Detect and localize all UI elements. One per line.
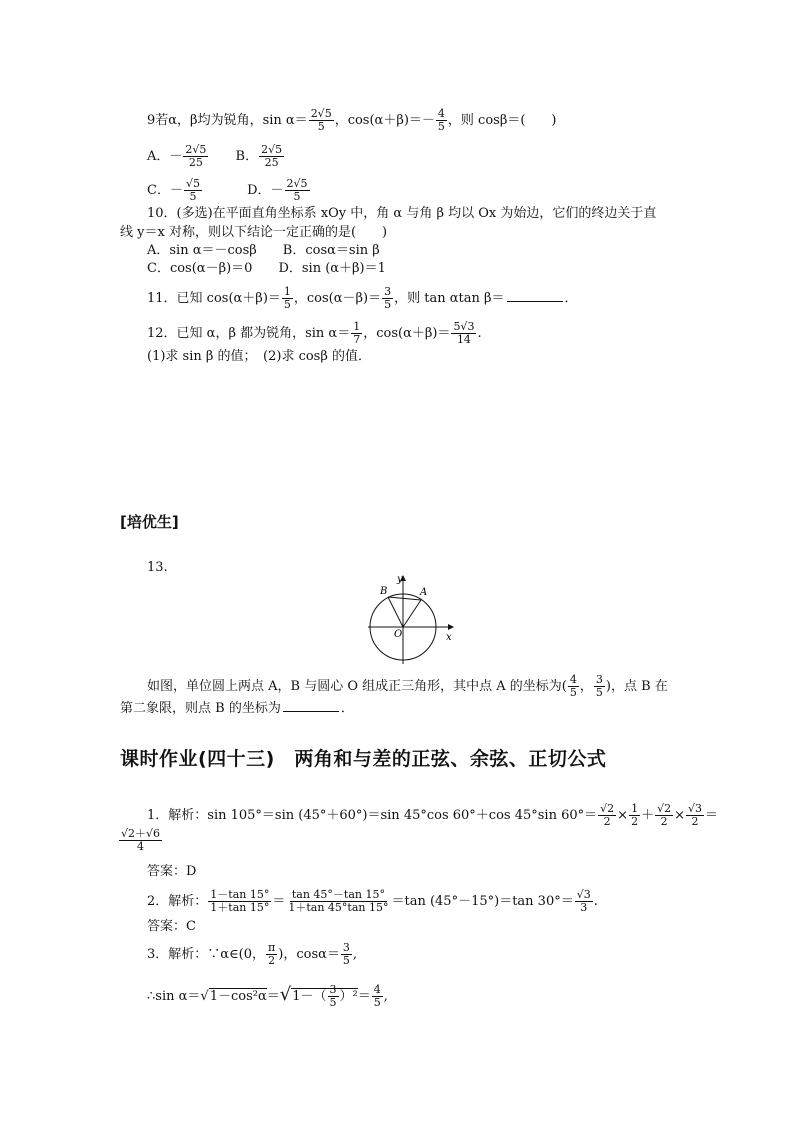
q12-sub: (1)求 sin β 的值； (2)求 cosβ 的值． [147, 349, 372, 364]
answer-blank [507, 289, 563, 302]
q10-options-cd: C．cos(α－β)＝0 D．sin (α＋β)＝1 [147, 261, 386, 276]
answer-blank [283, 699, 339, 712]
q10-line1: 10．(多选)在平面直角坐标系 xOy 中，角 α 与角 β 均以 Ox 为始边，它们的终边关于直 [147, 206, 657, 221]
a2-line: 2．解析： $\frac{1-\tan 15^\circ}{1+\tan 15^\circ}$ ＝ $\frac{\tan 45^\circ-\tan 15^\circ}{1+\tan 45^\circ\tan 15^\circ}$ ＝tan (45°－15°)＝tan 30°＝ $\frac{√3}{3}$ . [147, 888, 598, 914]
q13-line1: 如图，单位圆上两点 A，B 与圆心 O 组成正三角形，其中点 A 的坐标为( $\frac{4}{5}$ ， $\frac{3}{5}$ )，点 B 在 [147, 673, 668, 699]
a2-answer: 答案：C [147, 919, 196, 934]
q9-options-cd: C．－ $\frac{√5}{5}$ D．－ $\frac{2√5}{5}$ [147, 177, 308, 203]
q13-number: 13. [147, 560, 168, 575]
label-O: O [394, 629, 403, 640]
q10-options-ab: A．sin α＝－cosβ B．cosα＝sin β [147, 243, 380, 258]
segment-OB [388, 597, 403, 627]
q11: 11．已知 cos(α＋β)＝ $\frac{1}{5}$ ，cos(α－β)＝ $\frac{3}{5}$ ，则 tan αtan β＝ ． [147, 285, 578, 311]
a3-line2: ∴sin α＝√1－cos²α＝√1－（ $\frac{3}{5}$ ）²＝ $\frac{4}{5}$ , [147, 983, 388, 1009]
page-title: 课时作业(四十三) 两角和与差的正弦、余弦、正切公式 [120, 748, 607, 770]
label-A: A [420, 587, 428, 598]
label-B: B [380, 586, 388, 597]
q9-stem: 9若α，β均为锐角，sin α＝ $\frac{2√5}{5}$ ，cos(α＋β)＝－ $\frac{4}{5}$ ，则 cosβ＝( ) [147, 107, 557, 133]
section-heading: [培优生] [120, 513, 179, 531]
q13-line2: 第二象限，则点 B 的坐标为 ． [120, 701, 354, 716]
unit-circle-figure [366, 572, 458, 664]
fraction: $\frac{2√5}{5}$ [310, 107, 332, 133]
fraction: $\frac{4}{5}$ [437, 107, 445, 133]
label-y: y [397, 574, 403, 585]
a1-result: $\frac{√2+√6}{4}$ [121, 827, 161, 853]
segment-AB [388, 597, 421, 600]
label-x: x [446, 632, 452, 643]
q10-line2: 线 y＝x 对称，则以下结论一定正确的是( ) [120, 225, 388, 240]
x-axis-arrow [448, 624, 454, 630]
q9-options-ab: A．－ $\frac{2√5}{25}$ B． $\frac{2√5}{25}$ [147, 143, 283, 169]
a1-line1: 1．解析：sin 105°＝sin (45°＋60°)＝sin 45°cos 60°＋cos 45°sin 60°＝ $\frac{√2}{2}$ × $\frac{1}{2}$ ＋ $\frac{√2}{2}$ × $\frac{√3}{2}$ ＝ [147, 802, 719, 828]
segment-OA [403, 600, 421, 627]
a3-line1: 3．解析：∵α∈(0， $\frac{\pi}{2}$ )，cosα＝ $\frac{3}{5}$ , [147, 941, 358, 967]
q12: 12．已知 α，β 都为锐角，sin α＝ $\frac{1}{7}$ ，cos(α＋β)＝ $\frac{5√3}{14}$ . [147, 320, 482, 346]
a1-answer: 答案：D [147, 864, 197, 879]
